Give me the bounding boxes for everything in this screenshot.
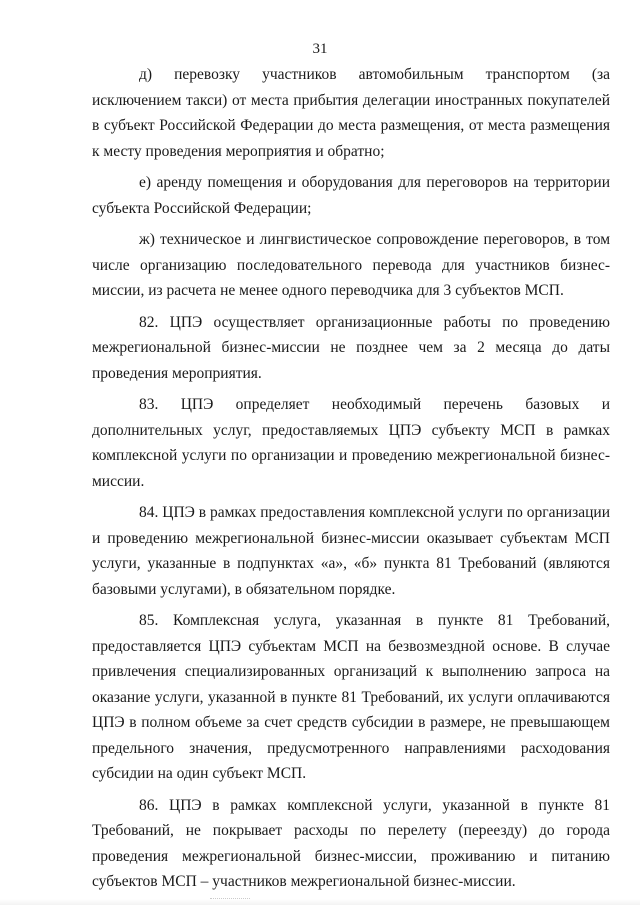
scan-bottom-edge	[0, 899, 640, 905]
scan-artifact	[210, 896, 250, 899]
paragraph-84: 84. ЦПЭ в рамках предоставления комплексной услуги по организации и проведению межрегиональной бизнес-миссии оказывает субъектам МСП услуги, указанные в подпунктах «а», «б» пункта 81 Требований (являются базовыми услугами), в обязательном порядке.	[92, 504, 610, 598]
page-number: 31	[312, 41, 328, 57]
paragraph-85: 85. Комплексная услуга, указанная в пункте 81 Требований, предоставляется ЦПЭ субъектам МСП на безвозмездной основе. В случае привлечения специализированных организаций к выполнению запроса на оказание услуги, указанной в пункте 81 Требований, их услуги оплачиваются ЦПЭ в полном объеме за счет средств субсидии в размере, не превышающем предельного значения, предусмотренного направлениями расходования субсидии на один субъект МСП.	[92, 612, 610, 782]
paragraph-86: 86. ЦПЭ в рамках комплексной услуги, указанной в пункте 81 Требований, не покрывает расходы по перелету (переезду) до города проведения межрегиональной бизнес-миссии, проживанию и питанию субъектов МСП – участников межрегиональной бизнес-миссии.	[92, 796, 610, 890]
paragraph-83: 83. ЦПЭ определяет необходимый перечень базовых и дополнительных услуг, предоставляемых ЦПЭ субъекту МСП в рамках комплексной услуги по организации и проведению межрегиональной бизнес-миссии.	[92, 396, 610, 490]
paragraph-item-e: е) аренду помещения и оборудования для переговоров на территории субъекта Российской Федерации;	[92, 174, 610, 217]
document-body	[92, 62, 610, 901]
paragraph-82: 82. ЦПЭ осуществляет организационные работы по проведению межрегиональной бизнес-миссии не позднее чем за 2 месяца до даты проведения мероприятия.	[92, 313, 610, 382]
paragraph-item-zh: ж) техническое и лингвистическое сопровождение переговоров, в том числе организацию последовательного перевода для участников бизнес-миссии, из расчета не менее одного переводчика для 3 субъектов МСП.	[92, 231, 610, 299]
paragraph-item-d: д) перевозку участников автомобильным транспортом (за исключением такси) от места прибытия делегации иностранных покупателей в субъект Российской Федерации до места размещения, от места размещения к месту проведения мероприятия и обратно;	[92, 66, 610, 160]
